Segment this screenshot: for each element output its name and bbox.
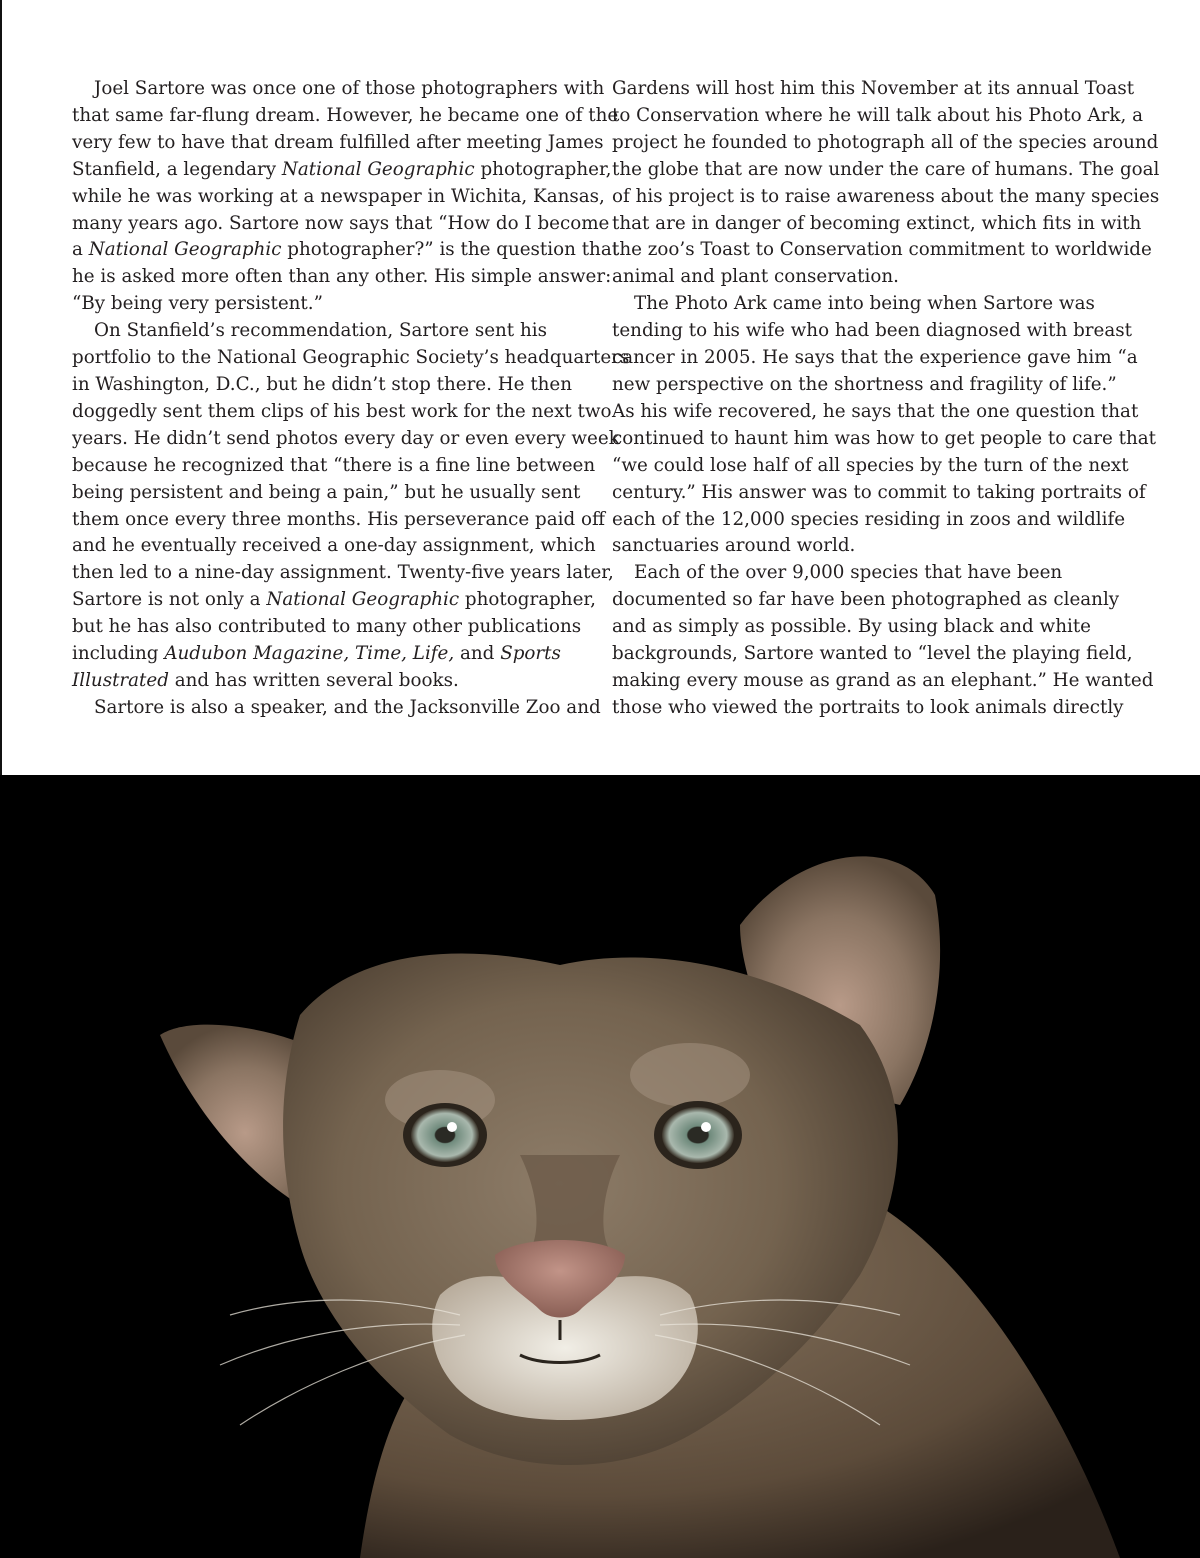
text-segment: Sartore is also a speaker, and the Jacksonville Zoo and xyxy=(94,696,601,718)
text-segment: and as simply as possible. By using black and white xyxy=(612,616,1091,638)
cougar-right-eye xyxy=(654,1101,742,1169)
text-line xyxy=(612,695,1132,722)
italic-text: National Geographic xyxy=(281,158,475,180)
text-segment: being persistent and being a pain,” but he usually sent xyxy=(72,481,581,503)
text-segment: them once every three months. His perseverance paid off xyxy=(72,508,605,530)
text-segment: he is asked more often than any other. His simple answer: xyxy=(72,266,612,288)
text-segment: sanctuaries around world. xyxy=(612,535,856,557)
text-segment: photographer?” is the question that xyxy=(281,239,620,261)
text-line xyxy=(72,399,612,426)
text-segment: As his wife recovered, he says that the one question that xyxy=(612,400,1139,422)
cougar-photo xyxy=(0,775,1200,1558)
text-line xyxy=(72,157,612,184)
text-line xyxy=(612,480,1146,507)
text-segment: making every mouse as grand as an elephant.” He wanted xyxy=(612,669,1154,691)
text-line xyxy=(612,426,1156,453)
text-line xyxy=(72,291,592,318)
text-segment: Stanfield, a legendary xyxy=(72,158,282,180)
text-segment: and he eventually received a one-day assignment, which xyxy=(72,535,596,557)
text-line xyxy=(72,507,605,534)
italic-text: National Geographic xyxy=(266,589,460,611)
text-segment: backgrounds, Sartore wanted to “level the playing field, xyxy=(612,643,1133,665)
text-line xyxy=(72,211,610,238)
text-segment: a xyxy=(72,239,89,261)
text-segment: those who viewed the portraits to look animals directly xyxy=(612,696,1124,718)
article-text-area xyxy=(0,0,1200,775)
text-line xyxy=(72,76,605,103)
text-line xyxy=(72,560,614,587)
text-segment: and has written several books. xyxy=(168,669,459,691)
text-segment: The Photo Ark came into being when Sartore was xyxy=(634,293,1095,315)
text-line xyxy=(612,641,1132,668)
text-segment: in Washington, D.C., but he didn’t stop there. He then xyxy=(72,373,573,395)
text-segment: of his project is to raise awareness about the many species xyxy=(612,185,1160,207)
text-segment: tending to his wife who had been diagnosed with breast xyxy=(612,320,1132,342)
text-segment: portfolio to the National Geographic Society’s headquarters xyxy=(72,347,630,369)
text-segment: continued to haunt him was how to get people to care that xyxy=(612,427,1156,449)
text-segment: Gardens will host him this November at its annual Toast xyxy=(612,78,1135,99)
text-line xyxy=(72,668,592,695)
text-segment: On Stanfield’s recommendation, Sartore sent his xyxy=(94,320,547,342)
text-line xyxy=(612,264,1132,291)
italic-text: Sports xyxy=(500,643,561,665)
right-column xyxy=(612,76,1160,722)
text-segment: because he recognized that “there is a fine line between xyxy=(72,454,596,476)
text-line xyxy=(72,453,596,480)
text-line xyxy=(612,533,1132,560)
text-line xyxy=(612,668,1154,695)
text-segment: but he has also contributed to many other publications xyxy=(72,616,582,638)
text-line xyxy=(612,184,1160,211)
text-line xyxy=(612,614,1132,641)
text-segment: then led to a nine-day assignment. Twenty-five years later, xyxy=(72,562,614,584)
text-line xyxy=(72,480,592,507)
text-segment: project he founded to photograph all of the species around xyxy=(612,131,1159,153)
cougar-left-eye xyxy=(403,1103,487,1167)
text-segment: century.” His answer was to commit to taking portraits of xyxy=(612,481,1146,503)
text-segment: new perspective on the shortness and fragility of life.” xyxy=(612,373,1117,395)
italic-text: Illustrated xyxy=(72,669,169,691)
text-line xyxy=(72,426,620,453)
text-line xyxy=(612,157,1160,184)
text-line xyxy=(612,453,1132,480)
text-line xyxy=(72,345,630,372)
text-line xyxy=(72,237,620,264)
text-segment: documented so far have been photographed as cleanly xyxy=(612,589,1120,611)
text-segment: Each of the over 9,000 species that have been xyxy=(634,562,1063,584)
text-segment: that are in danger of becoming extinct, which fits in with xyxy=(612,212,1142,234)
text-segment: photographer, xyxy=(474,158,612,180)
text-segment: very few to have that dream fulfilled after meeting James xyxy=(72,131,604,153)
text-line xyxy=(72,614,592,641)
italic-text: National Geographic xyxy=(88,239,282,261)
text-segment: Joel Sartore was once one of those photographers with xyxy=(94,78,605,99)
text-line xyxy=(72,695,601,722)
text-line xyxy=(612,399,1139,426)
text-line xyxy=(72,641,592,668)
text-line xyxy=(72,533,596,560)
text-line xyxy=(72,184,605,211)
text-segment: doggedly sent them clips of his best work for the next two xyxy=(72,400,612,422)
text-line xyxy=(612,103,1144,130)
text-segment: including xyxy=(72,643,165,665)
text-segment: “By being very persistent.” xyxy=(72,293,323,315)
text-line xyxy=(612,237,1152,264)
text-line xyxy=(72,103,619,130)
text-line xyxy=(72,130,604,157)
text-segment: cancer in 2005. He says that the experience gave him “a xyxy=(612,347,1138,369)
left-column xyxy=(72,76,630,722)
text-segment: while he was working at a newspaper in Wichita, Kansas, xyxy=(72,185,605,207)
text-segment: animal and plant conservation. xyxy=(612,266,899,288)
italic-text: Audubon Magazine, Time, Life, xyxy=(164,643,455,665)
text-line xyxy=(612,76,1135,103)
text-segment: years. He didn’t send photos every day or even every week xyxy=(72,427,620,449)
text-segment: photographer, xyxy=(459,589,596,611)
text-segment: each of the 12,000 species residing in zoos and wildlife xyxy=(612,508,1126,530)
text-line xyxy=(612,587,1132,614)
text-segment: Sartore is not only a xyxy=(72,589,267,611)
text-segment: many years ago. Sartore now says that “How do I become xyxy=(72,212,610,234)
text-line xyxy=(612,507,1132,534)
text-line xyxy=(612,345,1138,372)
text-line xyxy=(72,587,596,614)
text-segment: the zoo’s Toast to Conservation commitment to worldwide xyxy=(612,239,1152,261)
text-line xyxy=(612,560,1132,587)
text-line xyxy=(612,291,1132,318)
text-segment: to Conservation where he will talk about his Photo Ark, a xyxy=(612,104,1144,126)
text-segment: “we could lose half of all species by the turn of the next xyxy=(612,454,1129,476)
text-segment: that same far-flung dream. However, he became one of the xyxy=(72,104,619,126)
text-line xyxy=(612,211,1142,238)
text-line xyxy=(612,372,1132,399)
text-line xyxy=(72,372,592,399)
text-line xyxy=(612,130,1159,157)
text-segment: and xyxy=(454,643,501,665)
text-line xyxy=(72,318,592,345)
text-segment: the globe that are now under the care of humans. The goal xyxy=(612,158,1160,180)
cougar-illustration xyxy=(0,775,1200,1558)
text-line xyxy=(612,318,1132,345)
text-line xyxy=(72,264,612,291)
page-edge-line xyxy=(0,0,2,775)
